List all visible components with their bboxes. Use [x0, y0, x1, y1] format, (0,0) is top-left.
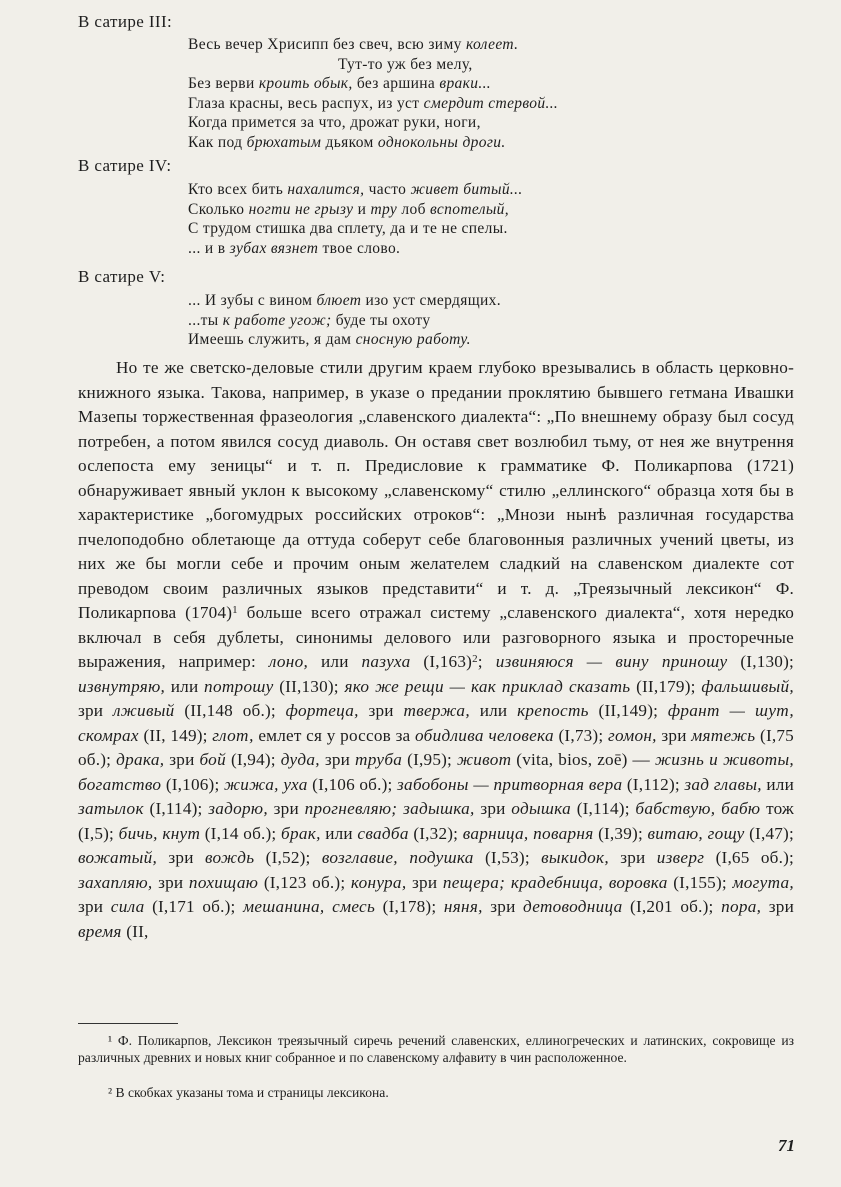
- body-text: (I,171 об.);: [144, 897, 244, 916]
- italic-term: лоно,: [268, 652, 309, 671]
- verse-italic-phrase: кроить обык,: [258, 75, 353, 93]
- italic-term: забобоны — притворная вера: [397, 774, 623, 794]
- body-text: или: [308, 652, 362, 671]
- body-text: (I,94);: [225, 750, 281, 769]
- italic-term: глот,: [212, 725, 254, 745]
- italic-term: изверг: [656, 848, 705, 867]
- verse-italic-phrase: блюет: [316, 292, 362, 309]
- italic-term: потрошу: [204, 676, 274, 696]
- verse-text: Имеешь служить, я дам: [188, 331, 356, 349]
- body-text: емлет ся у россов за: [253, 725, 416, 745]
- italic-term: мешанина, смесь: [243, 897, 376, 916]
- verse-italic-phrase: нахалится,: [287, 181, 365, 198]
- italic-term: детоводница: [523, 897, 623, 916]
- verse-italic-phrase: враки...: [439, 75, 492, 93]
- italic-term: задорю,: [208, 799, 268, 818]
- body-text: больше всего отражал систему „славенского диалекта“, хотя нередко включал в себя дублеты, синонимы делового или разговорного языка и просторечные выражения, например:: [78, 603, 794, 671]
- italic-term: пора,: [721, 897, 762, 916]
- verse-italic-phrase: ногти не грызу: [248, 200, 354, 218]
- verse-text: часто: [364, 181, 411, 198]
- italic-term: брак,: [281, 823, 321, 843]
- body-text: или: [469, 701, 518, 720]
- body-text: (I,75 об.);: [78, 725, 794, 769]
- verse-line: [188, 35, 558, 55]
- verse-text: Сколько: [188, 200, 249, 218]
- italic-term: вожатый,: [78, 848, 158, 867]
- body-text: (II,: [121, 921, 149, 941]
- italic-term: варница, поварня: [462, 823, 594, 843]
- verse-text: ... и в: [188, 239, 230, 257]
- body-text: зри: [656, 725, 692, 745]
- satire-5-label: В сатире V:: [78, 267, 166, 286]
- satire-4-label: В сатире IV:: [78, 156, 172, 175]
- body-text: (I,106);: [161, 774, 224, 794]
- italic-term: похищаю: [188, 872, 259, 892]
- italic-term: сила: [110, 897, 145, 916]
- italic-term: фальшивый,: [701, 676, 794, 696]
- body-text: (I,95);: [402, 750, 457, 769]
- satire-3-label: В сатире III:: [78, 12, 173, 31]
- italic-term: дуда,: [280, 750, 320, 769]
- body-text: или: [165, 676, 205, 696]
- body-text: тож (I,5);: [78, 799, 795, 843]
- italic-term: фортеца,: [285, 701, 359, 720]
- italic-term: жижа, уха: [223, 774, 308, 794]
- verse-text: Как под: [188, 133, 247, 151]
- body-text: (I,65 об.);: [704, 848, 794, 867]
- italic-term: бабствую, бабю: [635, 799, 761, 818]
- italic-term: мятежь: [691, 725, 756, 745]
- body-text: (I,52);: [254, 848, 322, 867]
- verse-text: Весь вечер Хрисипп без свеч, всю зиму: [188, 36, 466, 53]
- italic-term: твержа,: [403, 701, 470, 720]
- italic-term: захапляю,: [78, 872, 153, 892]
- verse-text: и: [353, 200, 371, 218]
- body-text: ;: [477, 652, 496, 671]
- footnote-ref: 1: [232, 604, 238, 616]
- body-text: (II, 149);: [138, 725, 213, 745]
- verse-italic-phrase: тру: [370, 200, 398, 218]
- satire-5-verse: [188, 291, 501, 350]
- body-text: (I,32);: [408, 823, 463, 843]
- italic-term: лживый: [112, 701, 175, 720]
- body-text: (II,148 об.);: [174, 701, 286, 720]
- verse-text: Тут-то уж без мелу,: [338, 55, 473, 73]
- body-text: зри: [152, 872, 189, 892]
- satire-3-verse: [188, 35, 558, 153]
- body-text: (I,112);: [622, 774, 685, 794]
- verse-italic-phrase: сносную работу.: [355, 331, 471, 349]
- body-text: зри: [474, 799, 512, 818]
- verse-text: Без верви: [188, 75, 259, 93]
- verse-text: Кто всех бить: [188, 181, 288, 198]
- body-text: (vita, bios, zoē) —: [511, 750, 655, 769]
- body-text: Но те же светско-деловые стили другим краем глубоко врезывались в область церковно-книжного языка. Такова, например, в указе о предании проклятию бывшего гетмана Ивашки Мазепы торжественная фразеология „славенского диалекта“: „По внешнему образу был сосуд потребен, а потом явился сосуд диаволь. Он оставя свет возлюбил тьму, от нея же внутрення ослепоста ему зеницы“ и т. п. Предисловие к грамматике Ф. Поликарпова (1721) обнаруживает явный уклон к высокому „славенскому“ стилю „еллинского“ образца хотя бы в характеристике „богомудрых российских отроков“: „Мнози нынѣ различная государства пчелоподобно облетающе да оттуда соберут себе благовонныя различных учений цветы, из них же бы могли себе и прочим оным желателем сладкий на славенском диалекте сот преводом своим различных языков представити“ и т. д. „Треязычный лексикон“ Ф. Поликарпова (1704): [78, 358, 794, 622]
- verse-line: [188, 180, 523, 200]
- italic-term: извиняюся — вину приношу: [495, 652, 728, 671]
- main-paragraph: [78, 356, 794, 944]
- italic-term: возглавие, подушка: [321, 848, 474, 867]
- verse-line: [188, 219, 523, 239]
- body-text: (I,178);: [375, 897, 444, 916]
- body-text: зри: [358, 701, 404, 720]
- body-text: (I,106 об.);: [307, 774, 398, 794]
- italic-term: бой: [199, 750, 226, 769]
- italic-term: зад главы,: [684, 774, 762, 794]
- italic-term: пещера; крадебница, воровка: [442, 872, 668, 892]
- footnote-2: ² В скобках указаны тома и страницы лексикона.: [108, 1085, 389, 1100]
- body-text: (II,130);: [273, 676, 345, 696]
- italic-term: свадба: [357, 823, 409, 843]
- body-text: (I,155);: [667, 872, 733, 892]
- italic-term: труба: [355, 750, 403, 769]
- italic-term: крепость: [517, 701, 589, 720]
- italic-term: витаю, гощу: [647, 823, 745, 843]
- verse-text: буде ты охоту: [331, 311, 431, 329]
- body-text: (I,73);: [553, 725, 608, 745]
- verse-line: [188, 74, 558, 94]
- verse-line: [188, 133, 558, 153]
- body-text: зри: [482, 897, 524, 916]
- verse-italic-phrase: вспотелый,: [430, 200, 510, 218]
- italic-term: извнутряю,: [78, 676, 166, 696]
- footnote-ref: 2: [472, 653, 478, 665]
- body-text: или: [320, 823, 358, 843]
- verse-text: твое слово.: [318, 239, 401, 257]
- verse-line: [188, 55, 558, 75]
- italic-term: жизнь и животы, богатство: [78, 750, 794, 794]
- italic-term: бичь, кнут: [118, 823, 201, 843]
- body-text: зри: [267, 799, 305, 818]
- verse-italic-phrase: к работе угож;: [222, 311, 332, 329]
- verse-line: [188, 200, 523, 220]
- italic-term: прогневляю; задышка,: [304, 799, 475, 818]
- body-text: зри: [157, 848, 205, 867]
- body-text: (I,114);: [570, 799, 636, 818]
- verse-text: Глаза красны, весь распух, из уст: [188, 94, 424, 112]
- verse-line: [188, 311, 501, 331]
- italic-term: пазуха: [361, 652, 411, 671]
- verse-line: [188, 94, 558, 114]
- body-text: зри: [78, 897, 111, 916]
- body-text: (I,39);: [593, 823, 648, 843]
- italic-term: драка,: [116, 750, 165, 769]
- body-text: зри: [608, 848, 657, 867]
- verse-line: [188, 291, 501, 311]
- body-text: зри: [164, 750, 200, 769]
- italic-term: живот: [457, 750, 512, 769]
- verse-text: без аршина: [352, 75, 440, 93]
- italic-term: яко же рещи — как приклад сказать: [344, 676, 631, 696]
- italic-term: гомон,: [607, 725, 657, 745]
- body-text: (I,53);: [473, 848, 542, 867]
- italic-term: время: [78, 921, 122, 941]
- page-number: 71: [778, 1136, 795, 1155]
- body-text: (I,163): [410, 652, 473, 671]
- verse-italic-phrase: живет битый...: [410, 181, 523, 198]
- italic-term: могута,: [732, 872, 794, 892]
- verse-text: изо уст смердящих.: [361, 292, 502, 309]
- verse-text: ...ты: [188, 311, 223, 329]
- verse-text: С трудом стишка два сплету, да и те не спелы.: [188, 220, 508, 238]
- verse-line: [188, 239, 523, 259]
- verse-italic-phrase: однокольны дроги.: [377, 133, 506, 151]
- italic-term: няня,: [443, 897, 483, 916]
- body-text: (I,47);: [744, 823, 794, 843]
- body-text: зри: [78, 701, 113, 720]
- verse-italic-phrase: колеет.: [465, 36, 519, 53]
- satire-4-verse: [188, 180, 523, 258]
- body-text: (I,14 об.);: [200, 823, 281, 843]
- body-text: (I,130);: [727, 652, 794, 671]
- italic-term: конура,: [350, 872, 407, 892]
- italic-term: затылок: [78, 799, 144, 818]
- body-text: (I,114);: [143, 799, 209, 818]
- italic-term: вождь: [204, 848, 255, 867]
- body-text: зри: [319, 750, 356, 769]
- verse-italic-phrase: смердит стервой...: [423, 94, 559, 112]
- body-text: (I,201 об.);: [622, 897, 722, 916]
- body-text: зри: [761, 897, 794, 916]
- italic-term: обидлива человека: [415, 725, 554, 745]
- verse-line: [188, 113, 558, 133]
- italic-term: одышка: [511, 799, 571, 818]
- footnote-divider: [78, 1023, 178, 1024]
- footnote-1: ¹ Ф. Поликарпов, Лексикон треязычный сиречь речений славенских, еллиногреческих и латинских, сокровище из различных древних и новых книг собранное и по славенскому алфавиту в чин расположенное.: [78, 1033, 794, 1065]
- italic-term: выкидок,: [541, 848, 609, 867]
- italic-term: франт — шут, скомрах: [78, 701, 794, 745]
- verse-italic-phrase: брюхатым: [246, 133, 322, 151]
- verse-italic-phrase: зубах вязнет: [229, 239, 319, 257]
- body-text: зри: [406, 872, 443, 892]
- verse-text: дьяком: [321, 133, 378, 151]
- verse-text: ... И зубы с вином: [188, 292, 317, 309]
- body-text: (II,149);: [588, 701, 668, 720]
- body-text: (II,179);: [630, 676, 702, 696]
- body-text: или: [761, 774, 794, 794]
- verse-line: [188, 330, 501, 350]
- verse-text: Когда примется за что, дрожат руки, ноги,: [188, 114, 481, 132]
- verse-text: лоб: [397, 200, 431, 218]
- body-text: (I,123 об.);: [258, 872, 351, 892]
